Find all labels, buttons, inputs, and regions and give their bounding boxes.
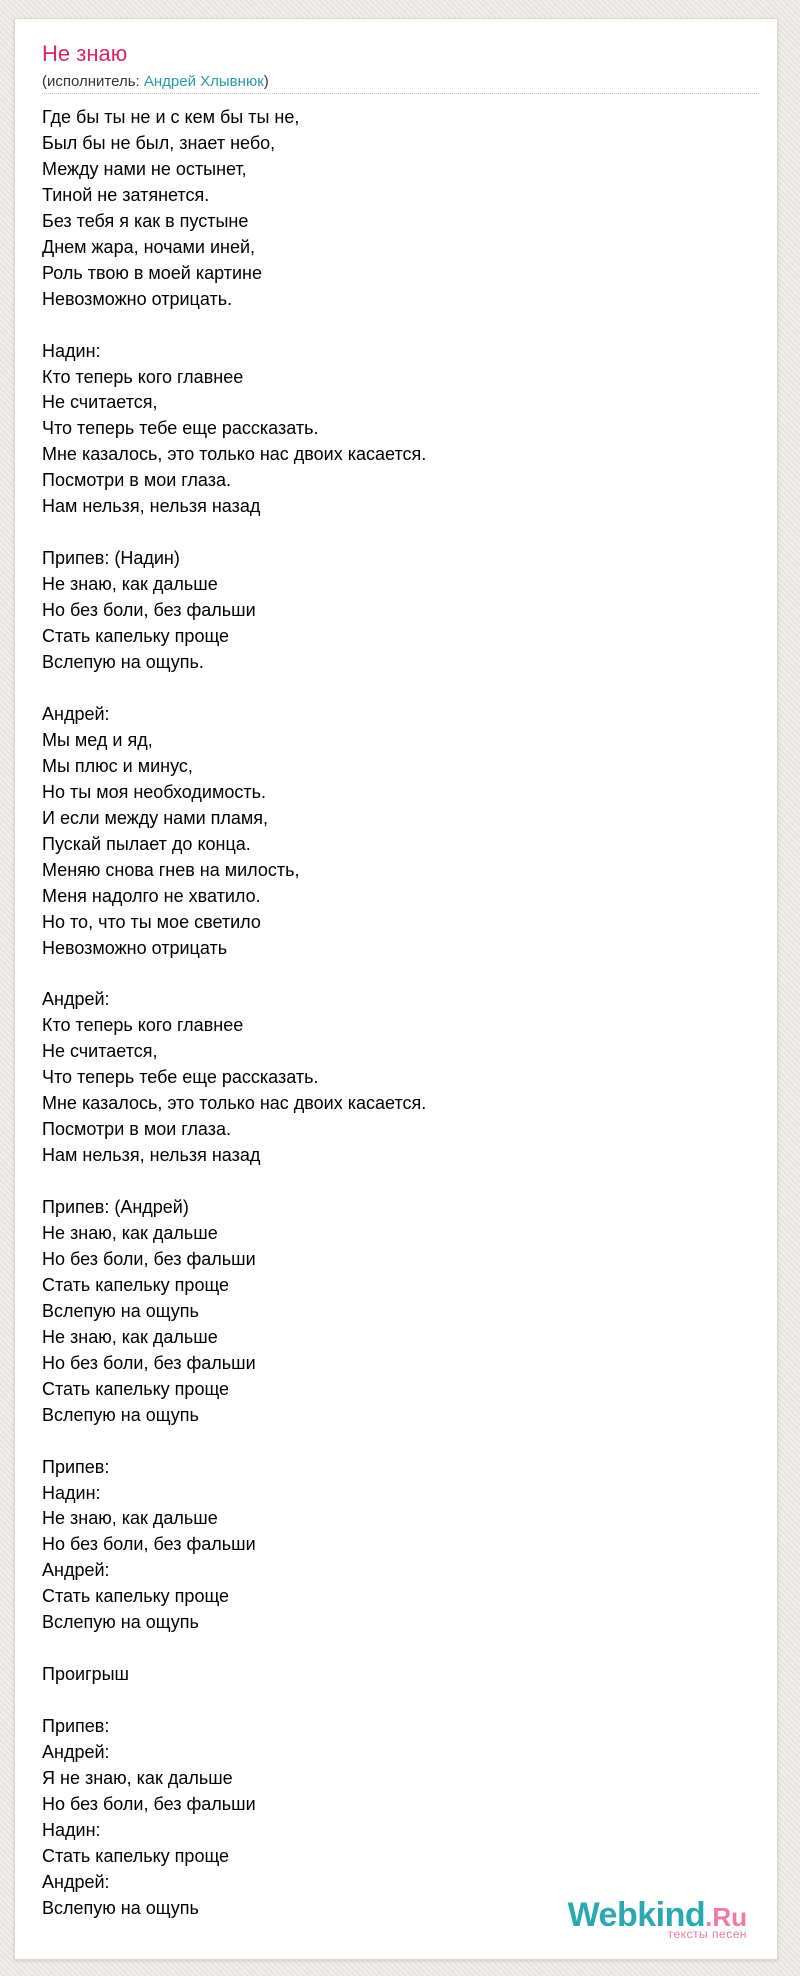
artist-line bbox=[42, 73, 269, 90]
logo-tld: .Ru bbox=[705, 1902, 747, 1932]
lyrics-text: Где бы ты не и с кем бы ты не, Был бы не был, знает небо, Между нами не остынет, Тиной не затянется. Без тебя я как в пустыне Днем жара, ночами иней, Роль твою в моей картине Невозможно отрицать. Надин: Кто теперь кого главнее Не считается, Что теперь тебе еще рассказать. Мне казалось, это только нас двоих касается. Посмотри в мои глаза. Нам нельзя, нельзя назад Припев: (Надин) Не знаю, как дальше Но без боли, без фальши Стать капельку проще Вслепую на ощупь. Андрей: Мы мед и яд, Мы плюс и минус, Но ты моя необходимость. И если между нами пламя, Пускай пылает до конца. Меняю снова гнев на милость, Меня надолго не хватило. Но то, что ты мое светило Невозможно отрицать Андрей: Кто теперь кого главнее Не считается, Что теперь тебе еще рассказать. Мне казалось, это только нас двоих касается. Посмотри в мои глаза. Нам нельзя, нельзя назад Припев: (Андрей) Не знаю, как дальше Но без боли, без фальши Стать капельку проще Вслепую на ощупь Не знаю, как дальше Но без боли, без фальши Стать капельку проще Вслепую на ощупь Припев: Надин: Не знаю, как дальше Но без боли, без фальши Андрей: Стать капельку проще Вслепую на ощупь Проигрыш Припев: Андрей: Я не знаю, как дальше Но без боли, без фальши Надин: Стать капельку проще Андрей: Вслепую на ощупь bbox=[42, 107, 427, 1918]
logo-tagline: тексты песен bbox=[667, 1927, 747, 1941]
lyrics-card bbox=[14, 18, 778, 1960]
site-logo[interactable] bbox=[568, 1898, 747, 1941]
artist-prefix: (исполнитель: bbox=[42, 73, 144, 90]
artist-link[interactable]: Андрей Хлывнюк bbox=[143, 73, 264, 90]
logo-brand: Webkind bbox=[567, 1896, 706, 1934]
divider bbox=[42, 93, 759, 94]
song-title: Не знаю bbox=[42, 41, 128, 66]
artist-suffix: ) bbox=[263, 73, 269, 90]
